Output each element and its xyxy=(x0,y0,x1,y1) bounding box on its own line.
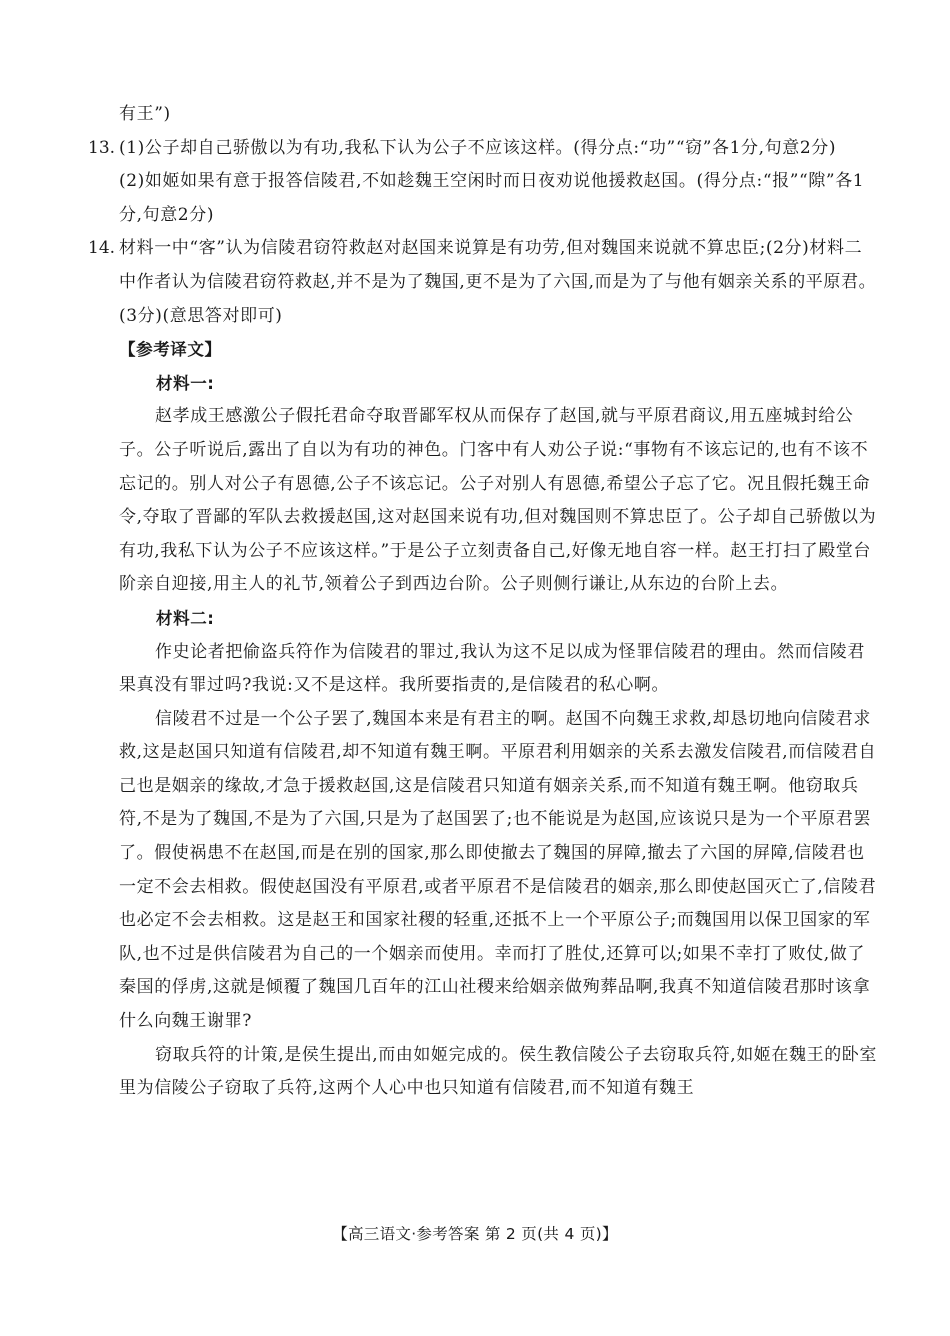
answer-line: (1)公子却自己骄傲以为有功,我私下认为公子不应该这样。(得分点:“功”“窃”各1分,句意2分) xyxy=(119,137,837,158)
page-content xyxy=(88,98,878,1106)
answer-item-14 xyxy=(88,232,878,333)
material-1-paragraph: 赵孝成王感激公子假托君命夺取晋鄙军权从而保存了赵国,就与平原君商议,用五座城封给公子。公子听说后,露出了自以为有功的神色。门客中有人劝公子说:“事物有不该忘记的,也有不该不忘记的。别人对公子有恩德,公子不该忘记。公子对别人有恩德,希望公子忘了它。况且假托魏王命令,夺取了晋鄙的军队去救援赵国,这对赵国来说有功,但对魏国则不算忠臣了。公子却自己骄傲以为有功,我私下认为公子不应该这样。”于是公子立刻责备自己,好像无地自容一样。赵王打扫了殿堂台阶亲自迎接,用主人的礼节,领着公子到西边台阶。公子则侧行谦让,从东边的台阶上去。 xyxy=(119,406,877,595)
material-2-paragraph: 信陵君不过是一个公子罢了,魏国本来是有君主的啊。赵国不向魏王求救,却恳切地向信陵君求救,这是赵国只知道有信陵君,却不知道有魏王啊。平原君利用姻亲的关系去激发信陵君,而信陵君自己也是姻亲的缘故,才急于援救赵国,这是信陵君只知道有姻亲关系,而不知道有魏王啊。他窃取兵符,不是为了魏国,不是为了六国,只是为了赵国罢了;也不能说是为赵国,应该说只是为一个平原君罢了。假使祸患不在赵国,而是在别的国家,那么即使撤去了魏国的屏障,撤去了六国的屏障,信陵君也一定不会去相救。假使赵国没有平原君,或者平原君不是信陵君的姻亲,那么即使赵国灭亡了,信陵君也必定不会去相救。这是赵王和国家社稷的轻重,还抵不上一个平原公子;而魏国用以保卫国家的军队,也不过是供信陵君为自己的一个姻亲而使用。幸而打了胜仗,还算可以;如果不幸打了败仗,做了秦国的俘虏,这就是倾覆了魏国几百年的江山社稷来给姻亲做殉葬品啊,我真不知道信陵君那时该拿什么向魏王谢罪? xyxy=(119,708,877,1032)
answer-number: 14. xyxy=(88,238,116,259)
answer-item-continuation xyxy=(88,98,878,132)
answer-line: (2)如姬如果有意于报答信陵君,不如趁魏王空闲时而日夜劝说他援救赵国。(得分点:“报”“隙”各1分,句意2分) xyxy=(119,171,865,225)
answer-line: 有王”) xyxy=(119,104,171,124)
material-1-title: 材料一: xyxy=(156,373,215,393)
answer-number: 13. xyxy=(88,137,116,158)
material-2-paragraph: 作史论者把偷盗兵符作为信陵君的罪过,我认为这不足以成为怪罪信陵君的理由。然而信陵君果真没有罪过吗?我说:又不是这样。我所要指责的,是信陵君的私心啊。 xyxy=(119,641,866,696)
answer-line: 材料一中“客”认为信陵君窃符救赵对赵国来说算是有功劳,但对魏国来说就不算忠臣;(2分)材料二中作者认为信陵君窃符救赵,并不是为了魏国,更不是为了六国,而是为了与他有姻亲关系的平原君。(3分)(意思答对即可) xyxy=(119,238,877,326)
translation-heading: 【参考译文】 xyxy=(119,340,222,360)
material-2-title: 材料二: xyxy=(156,608,215,628)
material-2-paragraph: 窃取兵符的计策,是侯生提出,而由如姬完成的。侯生教信陵公子去窃取兵符,如姬在魏王的卧室里为信陵公子窃取了兵符,这两个人心中也只知道有信陵君,而不知道有魏王 xyxy=(119,1044,878,1099)
page-footer: 【高三语文·参考答案 第 2 页(共 4 页)】 xyxy=(332,1225,618,1243)
answer-item-13 xyxy=(88,132,878,233)
